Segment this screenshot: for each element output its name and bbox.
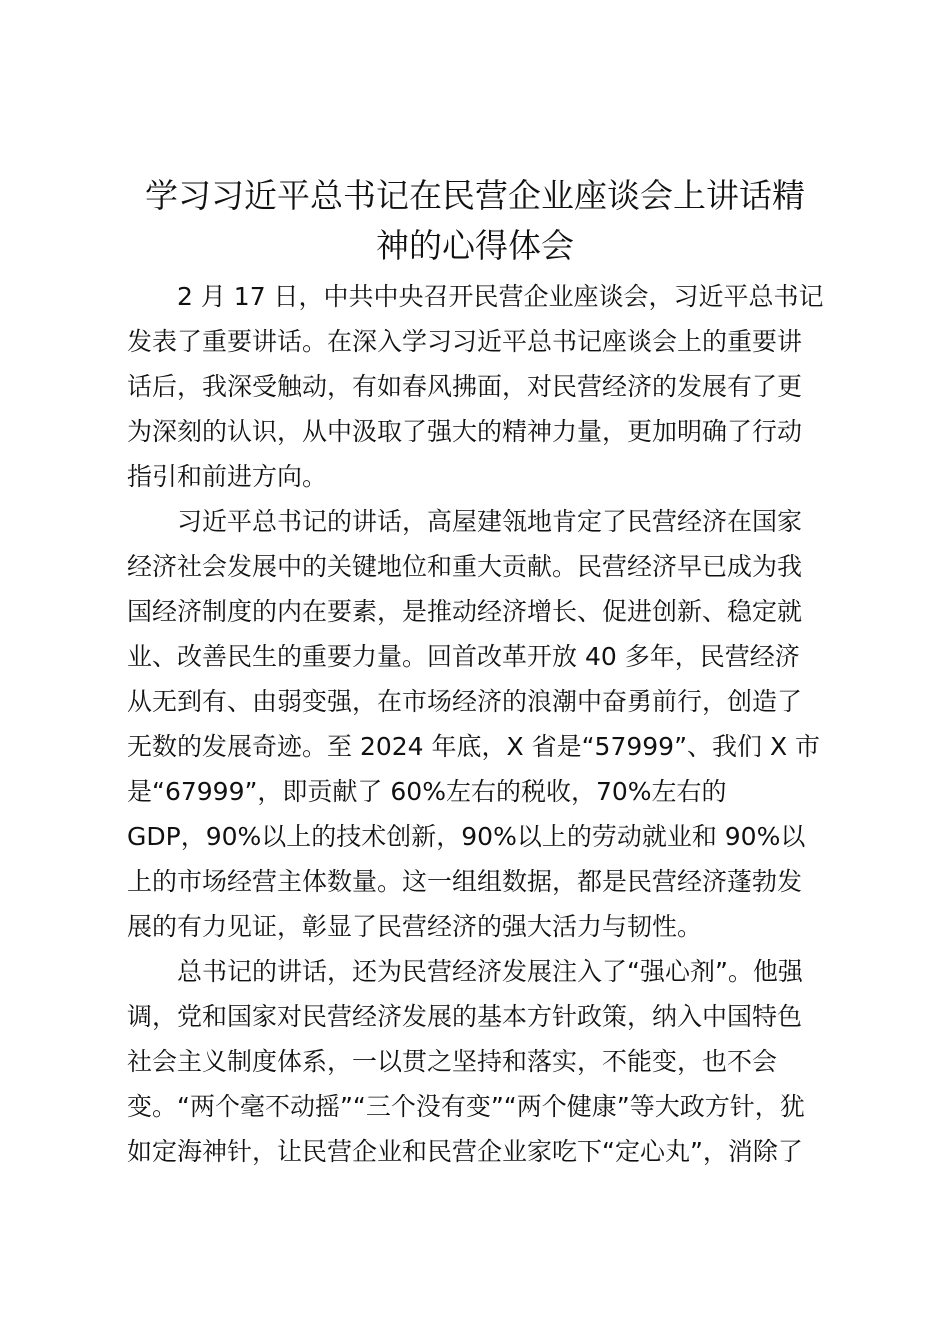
paragraph-2-line-8: GDP，90%以上的技术创新，90%以上的劳动就业和 90%以 xyxy=(127,822,806,851)
paragraph-3-line-4: 变。“两个毫不动摇”“三个没有变”“两个健康”等大政方针，犹 xyxy=(127,1092,805,1121)
paragraph-2-line-6: 无数的发展奇迹。至 2024 年底，X 省是“57999”、我们 X 市 xyxy=(127,732,821,761)
paragraph-3-line-3: 社会主义制度体系，一以贯之坚持和落实，不能变，也不会 xyxy=(127,1047,778,1076)
document-title-line-1: 学习习近平总书记在民营企业座谈会上讲话精 xyxy=(145,176,805,215)
paragraph-3-line-2: 调，党和国家对民营经济发展的基本方针政策，纳入中国特色 xyxy=(127,1002,803,1031)
document-title-line-2: 神的心得体会 xyxy=(376,226,574,265)
paragraph-2-line-3: 国经济制度的内在要素，是推动经济增长、促进创新、稳定就 xyxy=(127,597,803,626)
paragraph-1-line-2: 发表了重要讲话。在深入学习习近平总书记座谈会上的重要讲 xyxy=(127,327,803,356)
paragraph-1-line-1: 2 月 17 日，中共中央召开民营企业座谈会，习近平总书记 xyxy=(177,282,824,311)
paragraph-3-line-1: 总书记的讲话，还为民营经济发展注入了“强心剂”。他强 xyxy=(177,957,803,986)
paragraph-2-line-1: 习近平总书记的讲话，高屋建瓴地肯定了民营经济在国家 xyxy=(177,507,803,536)
paragraph-2-line-2: 经济社会发展中的关键地位和重大贡献。民营经济早已成为我 xyxy=(127,552,803,581)
paragraph-2-line-9: 上的市场经营主体数量。这一组组数据，都是民营经济蓬勃发 xyxy=(127,867,803,896)
paragraph-2-line-5: 从无到有、由弱变强，在市场经济的浪潮中奋勇前行，创造了 xyxy=(127,687,803,716)
paragraph-2-line-4: 业、改善民生的重要力量。回首改革开放 40 多年，民营经济 xyxy=(127,642,800,671)
paragraph-2-line-10: 展的有力见证，彰显了民营经济的强大活力与韧性。 xyxy=(127,912,703,941)
paragraph-2-line-7: 是“67999”，即贡献了 60%左右的税收，70%左右的 xyxy=(127,777,727,806)
paragraph-1-line-4: 为深刻的认识，从中汲取了强大的精神力量，更加明确了行动 xyxy=(127,417,803,446)
paragraph-1-line-5: 指引和前进方向。 xyxy=(127,462,328,491)
paragraph-3-line-5: 如定海神针，让民营企业和民营企业家吃下“定心丸”，消除了 xyxy=(127,1137,803,1166)
paragraph-1-line-3: 话后，我深受触动，有如春风拂面，对民营经济的发展有了更 xyxy=(127,372,803,401)
